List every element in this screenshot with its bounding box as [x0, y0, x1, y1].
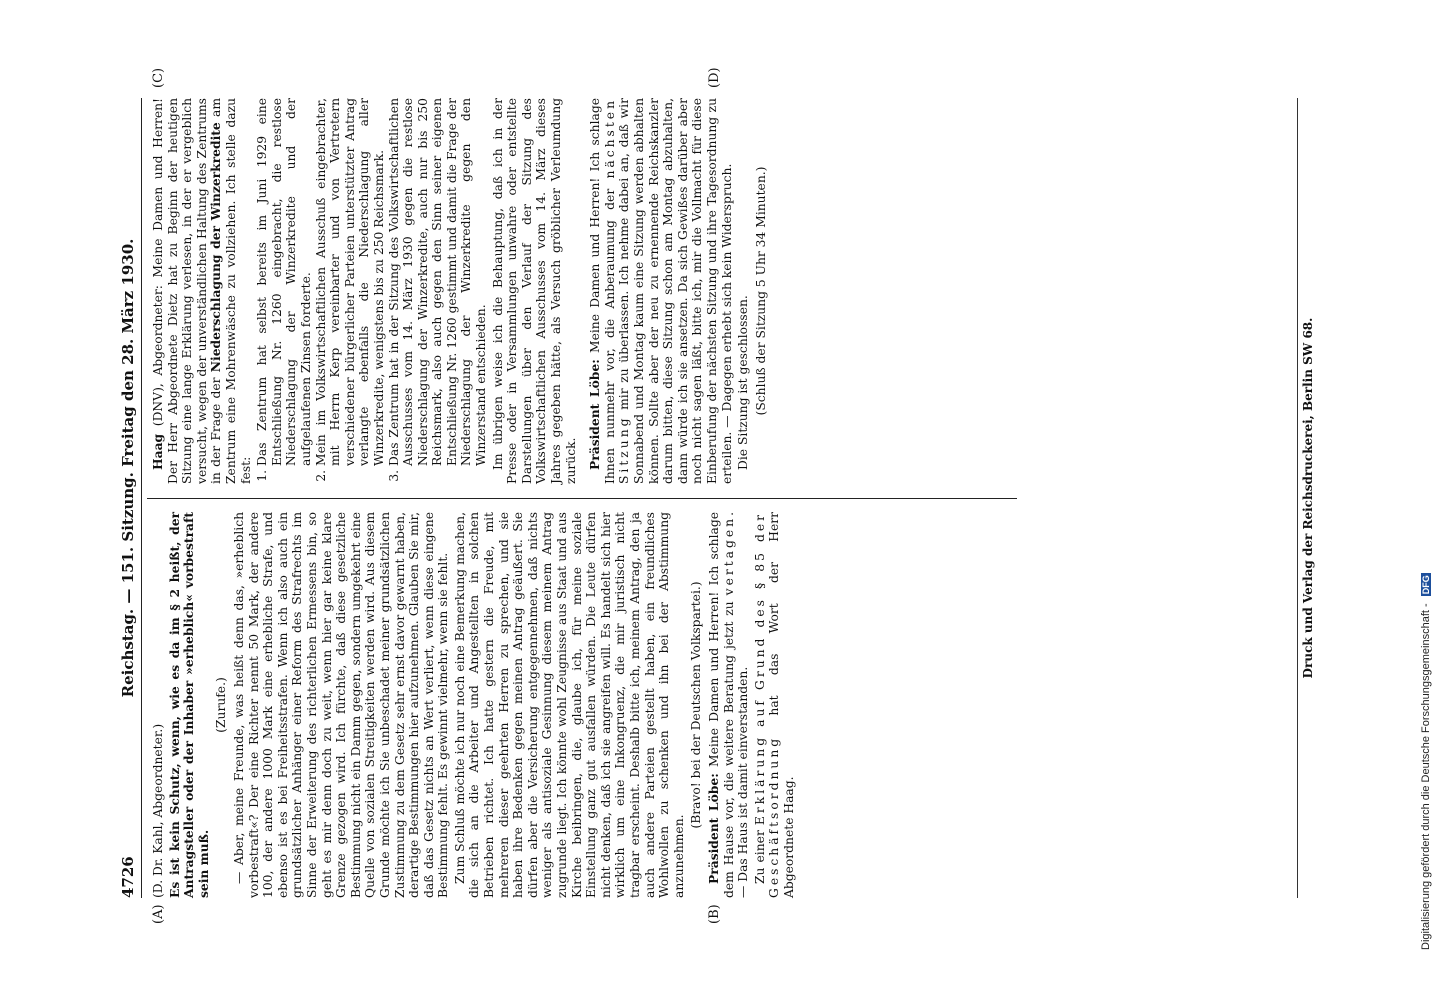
paragraph-text: hat das Wort der Herr Abgeordnete Haag.	[767, 512, 796, 898]
dfg-logo: DFG	[1421, 575, 1431, 595]
speaker-note: (D. Dr. Kahl, Abgeordneter.)	[151, 723, 165, 898]
column-divider	[147, 498, 1017, 499]
numbered-list	[255, 98, 489, 484]
page-number: 4726	[119, 856, 137, 898]
paragraph	[151, 98, 253, 484]
spaced-text: vertagen	[721, 515, 736, 596]
paragraph	[753, 512, 797, 898]
spaced-text: nächsten Sitzung	[602, 98, 632, 484]
paragraph-text: Meine Damen und Herren! Ich schlage dem Hause vor, die weitere Beratung jetzt zu	[706, 512, 736, 898]
margin-marker-a: (A)	[151, 904, 166, 924]
paragraph-text: mir zu überlassen. Ich nehme dabei an, daß wir Sonnabend und Montag kaum eine Sitzung werden abhalten können. Sollte aber der neu zu ernennende Reichskanzler darum bitten, diese Sitzung schon am Montag abzuhalten, dann würde ich sie ansetzen. Da sich Gewißes darüber aber noch nicht sagen läßt, bitte ich, mir die Vollmacht für diese Einberufung der nächsten Sitzung und ihre Tagesordnung zu erteilen. — Dagegen erhebt sich kein Widerspruch.	[617, 98, 734, 484]
margin-marker-d: (D)	[707, 67, 722, 88]
list-item: 3. Das Zentrum hat in der Sitzung des Volkswirtschaftlichen Ausschusses vom 14. März 1930 gegen die restlose Niederschlagung der Winzerkredite, auch nur bis 250 Reichsmark, also auch gegen den Sinn seiner eigenen Entschließung Nr. 1260 gestimmt und damit die Frage der Niederschlagung der Winzerkredite gegen den Winzerstand entschieden.	[387, 98, 489, 466]
paragraph-text: am Zentrum eine Mohrenwäsche zu vollziehen. Ich stelle dazu fest:	[209, 98, 253, 484]
interjection: (Zurufe.)	[214, 677, 229, 733]
paragraph: Im übrigen weise ich die Behauptung, daß ich in der Presse oder in Versammlungen unwahre oder entstellte Darstellungen über den Verlauf der Sitzung des Volkswirtschaftlichen Ausschusses vom 14. März dieses Jahres gegeben hätte, als Versuch gröblicher Verleumdung zurück.	[490, 98, 578, 484]
speaker-name: Präsident Löbe:	[705, 773, 721, 884]
speaker-name: Haag	[150, 433, 165, 470]
paragraph-text: Meine Damen und Herren! Ich schlage Ihnen nunmehr vor, die Anberaumung der	[588, 98, 617, 484]
paragraph	[168, 512, 212, 898]
paragraph-text: Es ist kein Schutz, wenn, wie es da im § 2 heißt, der Antragsteller oder der Inhaber »erheblich« vorbestraft sein muß.	[166, 512, 211, 898]
bold-text: Niederschlagung der Winzerkredite	[208, 122, 224, 373]
list-item: 1. Das Zentrum hat selbst bereits im Juni 1929 eine Entschließung Nr. 1260 eingebracht, die restlose Niederschlagung der Winzerkredite und der aufgelaufenen Zinsen forderte.	[255, 98, 313, 466]
paragraph	[707, 512, 751, 898]
closing-note: (Schluß der Sitzung 5 Uhr 34 Minuten.)	[753, 166, 768, 416]
paragraph	[588, 98, 734, 484]
spaced-text: Erklärung auf Grund des § 85 der Geschäftsordnung	[752, 512, 782, 898]
printer-imprint: Druck und Verlag der Reichsdruckerei, Berlin SW 68.	[1301, 317, 1315, 679]
digitization-note	[1420, 50, 1432, 950]
digitization-text: Digitalisierung gefördert durch die Deutsche Forschungsgemeinschaft -	[1420, 600, 1432, 950]
paragraph: — Aber, meine Freunde, was heißt denn das, »erheblich vorbestraft«? Der eine Richter nennt 50 Mark, der andere 100, der andere 1000 Mark eine erhebliche Strafe, und ebenso ist es bei Freiheitsstrafen. Wenn ich also auch ein grundsätzlicher Anhänger einer Reform des Strafrechts im Sinne der Erweiterung des richterlichen Ermessens bin, so geht es mir denn doch zu weit, wenn hier gar keine klare Grenze gezogen wird. Ich fürchte, daß diese gesetzliche Bestimmung nicht ein Damm gegen, sondern umgekehrt eine Quelle von sozialen Streitigkeiten werden wird. Aus diesem Grunde möchte ich Sie unbeschadet meiner grundsätzlichen Zustimmung zu dem Gesetz sehr ernst davor gewarnt haben, derartige Bestimmungen hier aufzunehmen. Glauben Sie mir, daß das Gesetz nichts an Wert verliert, wenn diese eingene Bestimmung fehlt. Es gewinnt vielmehr, wenn sie fehlt.	[231, 512, 451, 898]
page-header	[117, 98, 141, 898]
page-title: Reichstag. — 151. Sitzung. Freitag den 28. März 1930.	[119, 238, 137, 698]
applause-note: (Bravo! bei der Deutschen Volkspartei.)	[689, 581, 704, 829]
margin-marker-b: (B)	[707, 904, 722, 924]
paragraph-text: (DNV), Abgeordneter: Meine Damen und Herren! Der Herr Abgeordnete Dietz hat zu Beginn der heutigen Sitzung eine lange Erklärung verlesen, in der er vergeblich versucht, wegen der unverständlichen Haltung des Zentrums in der Frage der	[151, 98, 224, 484]
list-item: 2. Mein im Volkswirtschaftlichen Ausschuß eingebrachter, mit Herrn Kerp vereinbarter und von Vertretern verschiedener bürgerlicher Parteien unterstützter Antrag verlangte ebenfalls die Niederschlagung aller Winzerkredite, wenigstens bis zu 250 Reichsmark.	[314, 98, 387, 466]
footer-rule	[1297, 98, 1298, 898]
margin-marker-c: (C)	[151, 67, 166, 88]
rotated-page	[117, 67, 1317, 924]
speaker-name: Präsident Löbe:	[587, 359, 603, 470]
paragraph-text: Zu einer	[752, 825, 767, 884]
paragraph: Zum Schluß möchte ich nur noch eine Bemerkung machen, die sich an die Arbeiter und Angestellten in solchen Betrieben richtet. Ich hatte gestern die Freude, mit mehreren dieser geehrten Herren zu sprechen, und sie haben ihre Bedenken gegen meinen Antrag geäußert. Sie dürfen aber die Versicherung entgegennehmen, daß nichts weniger als antisoziale Gesinnung diesem meinem Antrag zugrunde liegt. Ich könnte wohl Zeugnisse aus Staat und aus Kirche beibringen, die, glaube ich, für meine soziale Einstellung ganz gut ausfallen würden. Die Leute dürfen nicht denken, daß ich sie angreifen will. Es handelt sich hier wirklich um eine Inkongruenz, die mir juristisch nicht tragbar erscheint. Deshalb bitte ich, meinem Antrag, den ja auch andere Parteien gestellt haben, ein freundliches Wohlwollen zu schenken und ihn bei der Abstimmung anzunehmen.	[452, 512, 686, 898]
header-rule	[141, 98, 142, 898]
right-column	[151, 98, 771, 484]
paragraph: Die Sitzung ist geschlossen.	[736, 295, 751, 470]
paragraph-text: . — Das Haus ist damit einverstanden.	[721, 512, 751, 898]
left-column	[151, 512, 799, 898]
